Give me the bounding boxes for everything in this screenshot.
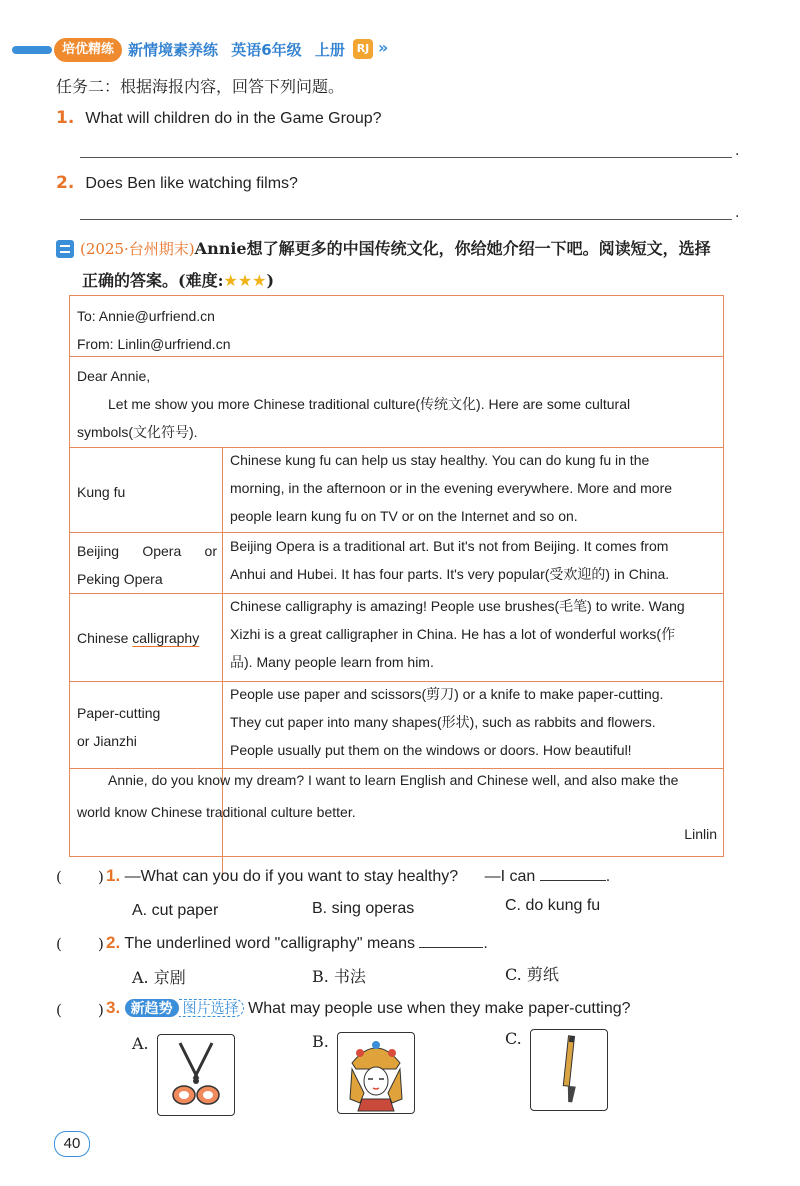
answer-paren-open: ( bbox=[56, 1001, 62, 1019]
email-closing-line1: Annie, do you know my dream? I want to learn English and Chinese well, and also make the bbox=[108, 772, 679, 788]
section2-line1: 想了解更多的中国传统文化，你给她介绍一下吧。阅读短文，选择 bbox=[246, 239, 711, 258]
section2-instruction-line2 bbox=[82, 268, 274, 291]
calligraphy-text-line: Xizhi is a great calligrapher in China. He has a lot of wonderful works(作 bbox=[230, 626, 676, 642]
question-number: 3. bbox=[106, 998, 121, 1017]
mc-question-1 bbox=[106, 866, 610, 886]
question-number: 1. bbox=[56, 108, 75, 128]
calligraphy-label-prefix: Chinese bbox=[77, 630, 133, 646]
question-text: The underlined word "calligraphy" means bbox=[124, 935, 415, 952]
answer-end-mark: . bbox=[735, 143, 740, 159]
option-a[interactable]: A. 京剧 bbox=[132, 968, 186, 987]
email-greeting: Dear Annie, bbox=[77, 368, 151, 384]
question-end-mark: . bbox=[483, 935, 488, 952]
question-text: Does Ben like watching films? bbox=[85, 175, 298, 192]
symbol-beijing-opera: Beijing Opera or bbox=[77, 543, 217, 559]
answer-paren-open: ( bbox=[56, 868, 62, 886]
paper-cutting-text-line: People usually put them on the windows or doors. How beautiful! bbox=[230, 742, 632, 758]
option-b-image[interactable] bbox=[337, 1032, 415, 1114]
option-c[interactable]: C. 剪纸 bbox=[505, 965, 559, 984]
calligraphy-text-line: 品). Many people learn from him. bbox=[230, 654, 434, 670]
mc-question-2 bbox=[106, 933, 488, 953]
option-a-image[interactable] bbox=[157, 1034, 235, 1116]
page-number: 40 bbox=[54, 1131, 90, 1157]
answer-line-1[interactable] bbox=[80, 157, 732, 158]
paper-cutting-text-line: They cut paper into many shapes(形状), such as rabbits and flowers. bbox=[230, 714, 656, 730]
email-closing-line2: world know Chinese traditional culture better. bbox=[77, 804, 356, 820]
symbol-paper-cutting: Paper-cutting bbox=[77, 705, 161, 721]
kung-fu-text-line: people learn kung fu on TV or on the Internet and so on. bbox=[230, 508, 578, 524]
question-number: 2. bbox=[56, 173, 75, 193]
email-signature: Linlin bbox=[684, 826, 717, 842]
kung-fu-text-line: morning, in the afternoon or in the evening everywhere. More and more bbox=[230, 480, 673, 496]
difficulty-stars-icon: ★★★ bbox=[223, 271, 267, 290]
chevrons-icon: » bbox=[378, 38, 389, 57]
question-end-mark: . bbox=[605, 868, 611, 885]
task2-instruction: 任务二：根据海报内容，回答下列问题。 bbox=[56, 77, 345, 96]
answer-end-mark: . bbox=[735, 205, 740, 221]
email-intro-line1: Let me show you more Chinese traditional culture(传统文化). Here are some cultural bbox=[108, 396, 631, 412]
answer-line-2[interactable] bbox=[80, 219, 732, 220]
answer-paren-close: ) bbox=[98, 1001, 104, 1019]
section2-name: Annie bbox=[194, 239, 247, 258]
option-b[interactable]: B. sing operas bbox=[312, 900, 415, 917]
paper-cutting-text-line: People use paper and scissors(剪刀) or a knife to make paper-cutting. bbox=[230, 686, 664, 702]
picture-choice-tag: 图片选择 bbox=[179, 999, 244, 1017]
opera-mask-icon bbox=[338, 1033, 414, 1113]
option-c-image[interactable] bbox=[530, 1029, 608, 1111]
section2-line2-end: ) bbox=[266, 271, 275, 290]
option-c[interactable]: C. do kung fu bbox=[505, 897, 601, 914]
option-b[interactable]: B. 书法 bbox=[312, 967, 366, 986]
section-two-icon bbox=[56, 240, 74, 258]
email-table bbox=[69, 295, 724, 857]
calligraphy-text-line: Chinese calligraphy is amazing! People use brushes(毛笔) to write. Wang bbox=[230, 598, 685, 614]
option-c-label[interactable]: C. bbox=[505, 1029, 522, 1048]
header-series: 新情境素养练 bbox=[128, 41, 219, 59]
section2-instruction bbox=[80, 236, 711, 259]
email-intro-line2: symbols(文化符号). bbox=[77, 424, 198, 440]
underlined-word: calligraphy bbox=[132, 630, 200, 646]
section2-source: (2025·台州期末) bbox=[80, 240, 195, 258]
question-text: What may people use when they make paper-cutting? bbox=[248, 1000, 631, 1017]
symbol-calligraphy bbox=[77, 624, 199, 652]
question-text: What will children do in the Game Group? bbox=[85, 110, 382, 127]
opera-text-line: Anhui and Hubei. It has four parts. It's very popular(受欢迎的) in China. bbox=[230, 566, 670, 582]
question-text: —What can you do if you want to stay healthy? bbox=[124, 868, 459, 885]
question-number: 2. bbox=[106, 933, 121, 952]
answer-blank-2[interactable] bbox=[72, 933, 100, 955]
option-a-label[interactable]: A. bbox=[132, 1034, 149, 1053]
answer-blank-1[interactable] bbox=[72, 866, 100, 888]
header-volume: 上册 bbox=[314, 41, 345, 59]
header-title bbox=[128, 40, 345, 60]
answer-paren-close: ) bbox=[98, 868, 104, 886]
kung-fu-text-line: Chinese kung fu can help us stay healthy. You can do kung fu in the bbox=[230, 452, 650, 468]
answer-paren-close: ) bbox=[98, 935, 104, 953]
opera-text-line: Beijing Opera is a traditional art. But it's not from Beijing. It comes from bbox=[230, 538, 669, 554]
trend-tag: 新趋势 bbox=[125, 999, 179, 1017]
question-reply: —I can bbox=[484, 868, 536, 885]
symbol-peking-opera: Peking Opera bbox=[77, 571, 163, 587]
symbol-kung-fu: Kung fu bbox=[77, 484, 126, 500]
task2-question-2 bbox=[56, 173, 298, 193]
header-accent-bar bbox=[12, 46, 52, 54]
answer-paren-open: ( bbox=[56, 935, 62, 953]
symbol-jianzhi: or Jianzhi bbox=[77, 733, 137, 749]
answer-blank-3[interactable] bbox=[72, 999, 100, 1021]
email-to: To: Annie@urfriend.cn bbox=[77, 308, 215, 324]
fill-blank[interactable] bbox=[540, 880, 606, 881]
option-a[interactable]: A. cut paper bbox=[132, 902, 219, 919]
scissors-icon bbox=[158, 1035, 234, 1115]
question-number: 1. bbox=[106, 866, 121, 885]
task2-question-1 bbox=[56, 108, 382, 128]
section2-line2: 正确的答案。(难度: bbox=[82, 271, 224, 290]
header-badge: 培优精练 bbox=[54, 38, 122, 62]
edition-badge: RJ bbox=[353, 39, 373, 59]
mc-question-3 bbox=[106, 998, 631, 1018]
header-subject: 英语6年级 bbox=[231, 41, 302, 59]
option-b-label[interactable]: B. bbox=[312, 1032, 329, 1051]
brush-icon bbox=[531, 1030, 607, 1110]
fill-blank[interactable] bbox=[419, 947, 483, 948]
email-from: From: Linlin@urfriend.cn bbox=[77, 336, 231, 352]
